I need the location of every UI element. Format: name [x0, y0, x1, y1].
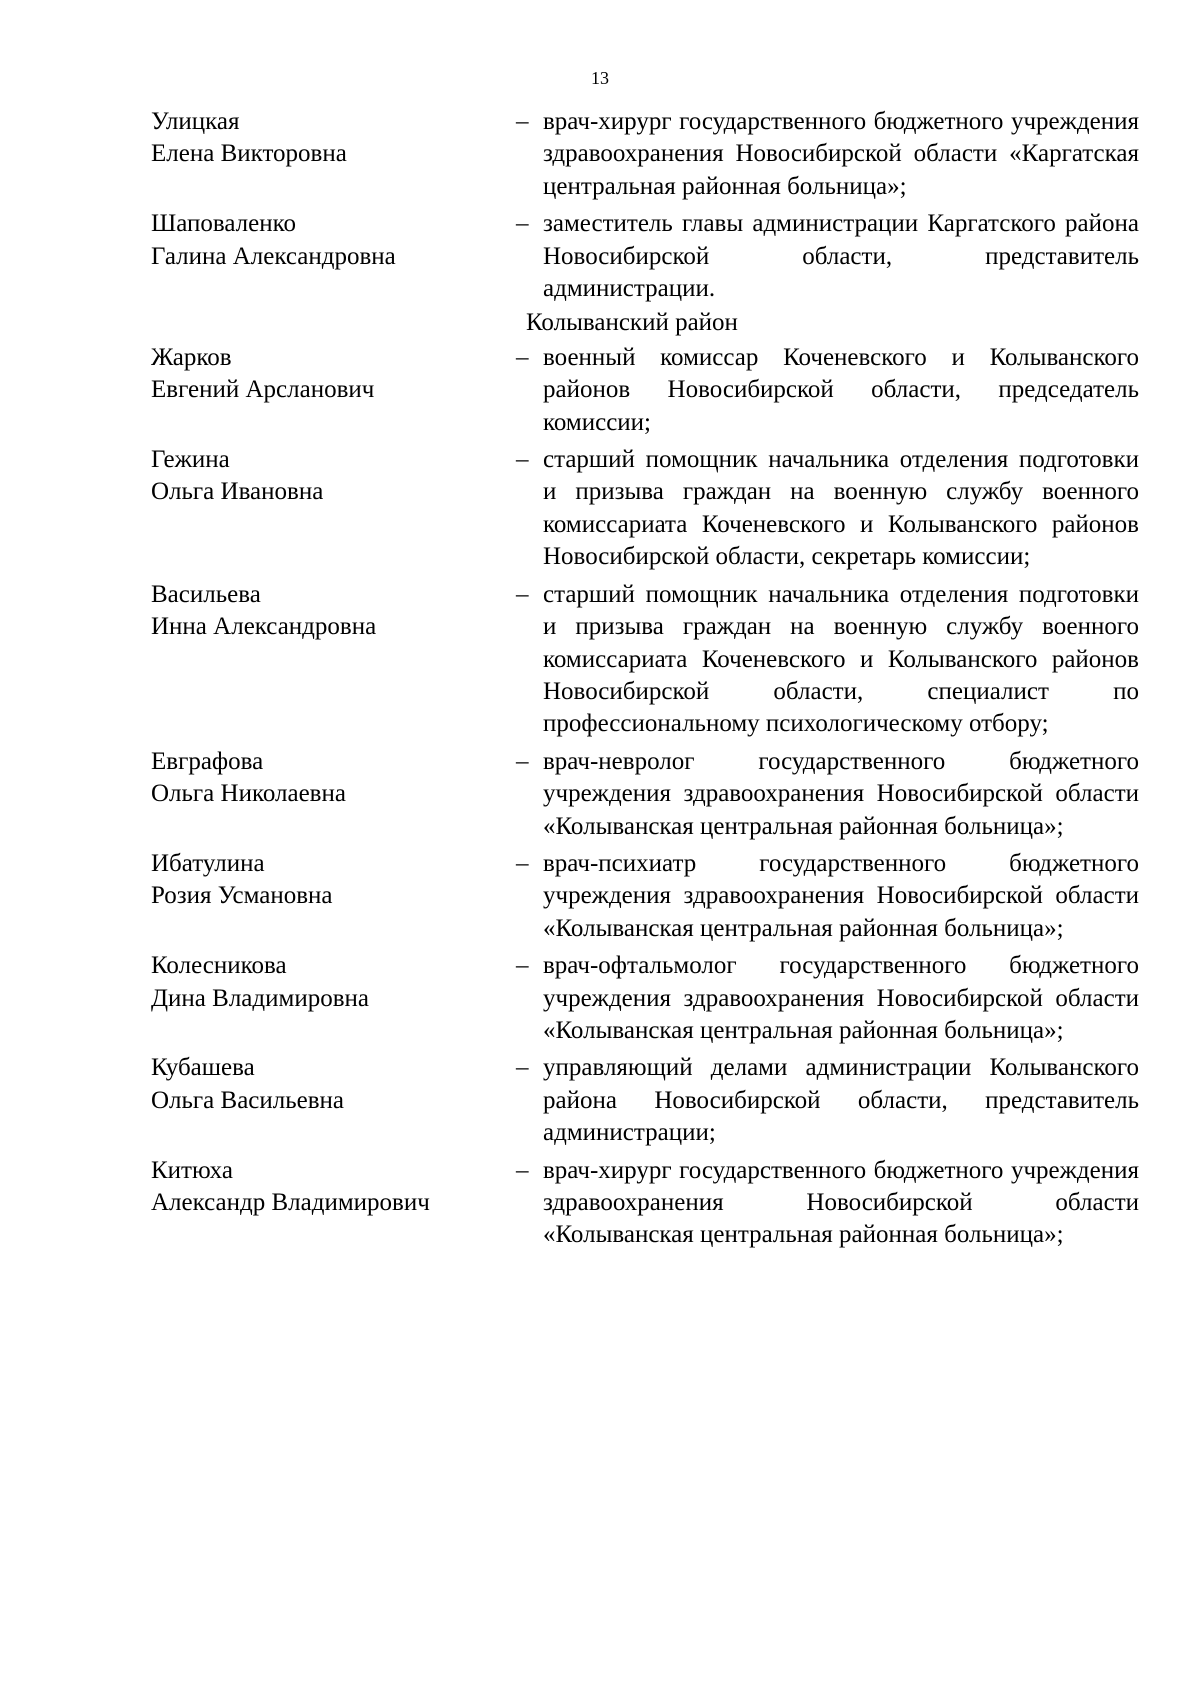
member-entry: [151, 106, 1150, 203]
member-name: [151, 444, 515, 574]
member-name: [151, 1155, 515, 1252]
member-position: управляющий делами администрации Колыванского района Новосибирской области, представитель администрации;: [543, 1054, 1139, 1147]
dash-separator: –: [516, 1054, 529, 1082]
section-heading: Колыванский район: [526, 309, 738, 337]
member-list-karagat: [151, 106, 1150, 305]
member-list: [151, 106, 1150, 1257]
member-name: [151, 208, 515, 305]
member-given-name: Дина Владимировна: [151, 984, 369, 1012]
member-surname: Ибатулина: [151, 849, 265, 877]
member-name: [151, 342, 515, 439]
member-surname: Улицкая: [151, 108, 240, 135]
member-name: [151, 848, 515, 945]
dash-separator: –: [516, 580, 529, 608]
member-given-name: Розия Усмановна: [151, 882, 333, 910]
member-entry: [151, 950, 1150, 1047]
dash-separator: –: [516, 446, 529, 474]
dash-separator: –: [516, 952, 529, 980]
member-position: врач-психиатр государственного бюджетного учреждения здравоохранения Новосибирской области «Колыванская центральная районная больница»;: [543, 849, 1139, 942]
dash-separator: –: [516, 343, 529, 371]
member-list-kolyvan: [151, 342, 1150, 1252]
member-surname: Васильева: [151, 580, 261, 608]
member-surname: Кубашева: [151, 1054, 255, 1082]
member-surname: Китюха: [151, 1156, 233, 1184]
member-entry: [151, 208, 1150, 305]
member-name: [151, 746, 515, 843]
member-surname: Шаповаленко: [151, 210, 296, 238]
member-given-name: Евгений Арсланович: [151, 376, 375, 404]
member-given-name: Инна Александровна: [151, 613, 377, 641]
member-given-name: Ольга Васильевна: [151, 1086, 345, 1114]
member-surname: Евграфова: [151, 747, 264, 775]
member-surname: Колесникова: [151, 952, 287, 980]
member-given-name: Елена Викторовна: [151, 140, 347, 168]
member-entry: [151, 746, 1150, 843]
dash-separator: –: [516, 108, 529, 135]
member-name: [151, 106, 515, 203]
member-given-name: Александр Владимирович: [151, 1189, 430, 1216]
member-given-name: Ольга Николаевна: [151, 780, 346, 808]
member-surname: Гежина: [151, 446, 230, 474]
member-position: старший помощник начальника отделения подготовки и призыва граждан на военную службу военного комиссариата Коченевского и Колыванского районов Новосибирской области, специалист по профессиональному психологическому отбору;: [543, 580, 1139, 738]
member-given-name: Галина Александровна: [151, 242, 396, 270]
member-name: [151, 950, 515, 1047]
page-number: 13: [591, 68, 609, 88]
member-position: врач-хирург государственного бюджетного учреждения здравоохранения Новосибирской области «Каргатская центральная районная больница»;: [543, 108, 1139, 200]
member-entry: [151, 444, 1150, 574]
member-position: старший помощник начальника отделения подготовки и призыва граждан на военную службу военного комиссариата Коченевского и Колыванского районов Новосибирской области, секретарь комиссии;: [543, 446, 1139, 571]
member-name: [151, 1052, 515, 1149]
member-position: врач-хирург государственного бюджетного учреждения здравоохранения Новосибирской области «Колыванская центральная районная больница»;: [543, 1156, 1139, 1249]
member-position: врач-невролог государственного бюджетного учреждения здравоохранения Новосибирской области «Колыванская центральная районная больница»;: [543, 747, 1139, 840]
member-entry: [151, 579, 1150, 741]
member-name: [151, 579, 515, 741]
dash-separator: –: [516, 1156, 529, 1184]
dash-separator: –: [516, 747, 529, 775]
member-entry: [151, 1155, 1150, 1252]
member-entry: [151, 848, 1150, 945]
member-entry: [151, 342, 1150, 439]
dash-separator: –: [516, 210, 529, 238]
member-given-name: Ольга Ивановна: [151, 478, 324, 506]
member-entry: [151, 1052, 1150, 1149]
dash-separator: –: [516, 849, 529, 877]
member-surname: Жарков: [151, 343, 232, 371]
member-position: военный комиссар Коченевского и Колыванского районов Новосибирской области, председатель комиссии;: [543, 343, 1139, 436]
member-position: заместитель главы администрации Каргатского района Новосибирской области, представитель администрации.: [543, 210, 1139, 303]
member-position: врач-офтальмолог государственного бюджетного учреждения здравоохранения Новосибирской области «Колыванская центральная районная больница»;: [543, 952, 1139, 1044]
